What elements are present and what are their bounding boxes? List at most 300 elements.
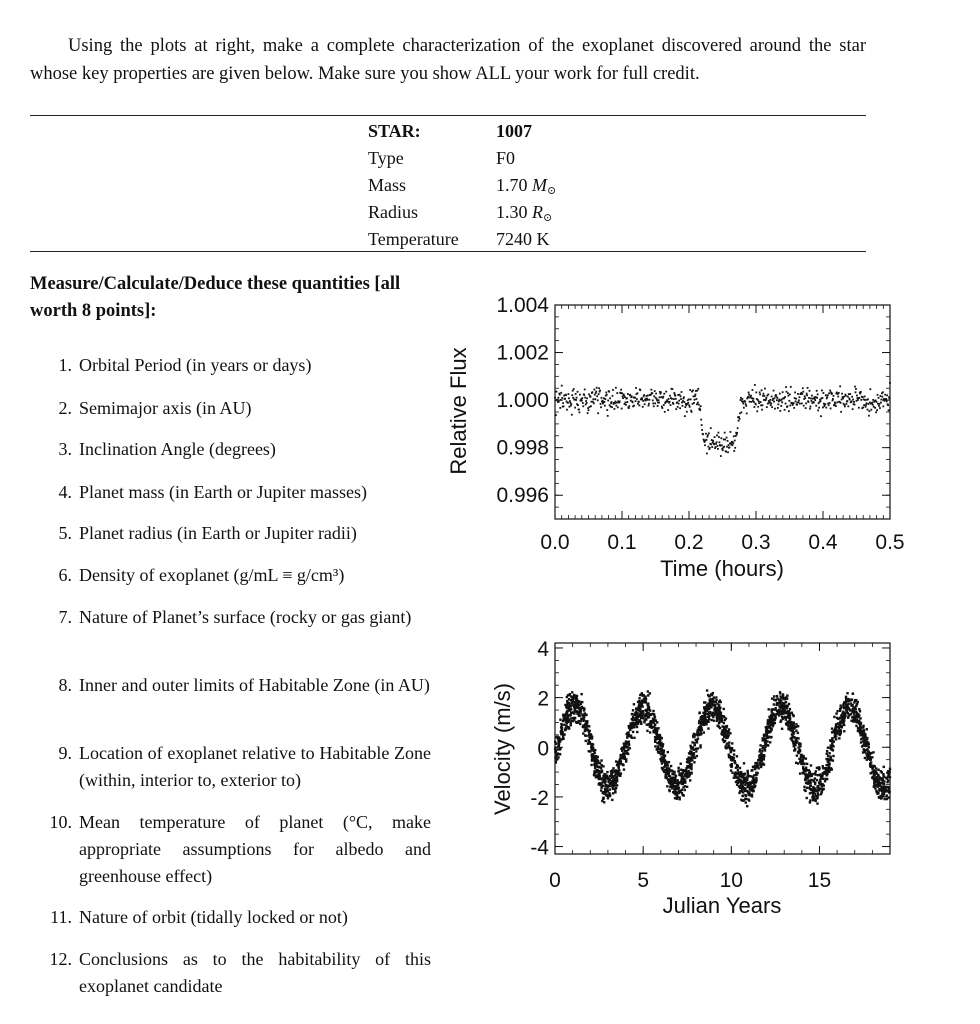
radial-velocity-point (877, 769, 879, 771)
radial-velocity-ticks (555, 643, 890, 854)
light-curve-point (716, 435, 718, 437)
light-curve-point (763, 393, 765, 395)
light-curve-point (854, 386, 856, 388)
radial-velocity-point (735, 773, 737, 775)
radial-velocity-point (639, 694, 641, 696)
light-curve-point (836, 392, 838, 394)
radial-velocity-point (840, 714, 842, 716)
star-type-label: Type (368, 148, 404, 168)
light-curve-point (787, 392, 789, 394)
light-curve-point (565, 394, 567, 396)
light-curve-point (862, 396, 864, 398)
light-curve-point (716, 441, 718, 443)
instructions-paragraph: Using the plots at right, make a complete characterization of the exoplanet discovered around the star whose key properties are given below. Make sure you show ALL your work for full credit. (30, 36, 866, 84)
radial-velocity-point (662, 754, 664, 756)
radial-velocity-point (791, 739, 793, 741)
radial-velocity-point (857, 701, 859, 703)
radial-velocity-point (795, 739, 797, 741)
radial-velocity-point (556, 736, 558, 738)
radial-velocity-point (725, 730, 727, 732)
light-curve-point (698, 404, 700, 406)
radial-velocity-point (765, 730, 767, 732)
light-curve-point (825, 407, 827, 409)
radial-velocity-point (611, 769, 613, 771)
radial-velocity-point (773, 695, 775, 697)
light-curve-point (718, 432, 720, 434)
light-curve-point (673, 392, 675, 394)
radial-velocity-point (704, 716, 706, 718)
light-curve-point (657, 405, 659, 407)
light-curve-point (574, 407, 576, 409)
light-curve-point (788, 410, 790, 412)
light-curve-point (626, 397, 628, 399)
radial-velocity-point (740, 799, 742, 801)
light-curve-point (669, 395, 671, 397)
radial-velocity-point (658, 751, 660, 753)
radial-velocity-point (672, 783, 674, 785)
light-curve-x-tick-label: 0.1 (607, 531, 637, 554)
light-curve-point (741, 411, 743, 413)
light-curve-point (575, 393, 577, 395)
light-curve-point (831, 392, 833, 394)
radial-velocity-point (575, 695, 577, 697)
light-curve-point (858, 397, 860, 399)
radial-velocity-point (582, 732, 584, 734)
radial-velocity-point (568, 718, 570, 720)
radial-velocity-points (554, 689, 891, 807)
radial-velocity-point (595, 755, 597, 757)
radial-velocity-point (671, 787, 673, 789)
radial-velocity-point (747, 772, 749, 774)
radial-velocity-point (731, 742, 733, 744)
radial-velocity-point (718, 725, 720, 727)
light-curve-point (709, 447, 711, 449)
radial-velocity-point (727, 746, 729, 748)
light-curve-plot (446, 294, 905, 581)
light-curve-point (736, 434, 738, 436)
light-curve-point (779, 393, 781, 395)
radial-velocity-point (724, 719, 726, 721)
light-curve-point (672, 388, 674, 390)
radial-velocity-point (746, 786, 748, 788)
question-text: Nature of Planet’s surface (rocky or gas giant) (79, 607, 412, 627)
light-curve-point (616, 392, 618, 394)
radial-velocity-point (831, 739, 833, 741)
radial-velocity-point (555, 752, 557, 754)
radial-velocity-point (638, 721, 640, 723)
radial-velocity-point (776, 695, 778, 697)
light-curve-point (754, 384, 756, 386)
radial-velocity-point (862, 725, 864, 727)
question-number: 6. (58, 565, 72, 585)
radial-velocity-point (598, 783, 600, 785)
radial-velocity-point (823, 784, 825, 786)
radial-velocity-point (566, 696, 568, 698)
radial-velocity-point (737, 769, 739, 771)
radial-velocity-point (695, 748, 697, 750)
radial-velocity-point (798, 758, 800, 760)
radial-velocity-point (636, 731, 638, 733)
radial-velocity-point (776, 702, 778, 704)
radial-velocity-point (875, 767, 877, 769)
radial-velocity-point (746, 805, 748, 807)
radial-velocity-point (748, 794, 750, 796)
radial-velocity-point (740, 790, 742, 792)
light-curve-point (808, 401, 810, 403)
light-curve-point (642, 406, 644, 408)
light-curve-point (808, 397, 810, 399)
light-curve-point (559, 394, 561, 396)
radial-velocity-point (673, 788, 675, 790)
light-curve-point (700, 419, 702, 421)
light-curve-point (733, 435, 735, 437)
light-curve-point (880, 399, 882, 401)
light-curve-point (639, 389, 641, 391)
light-curve-point (755, 403, 757, 405)
radial-velocity-point (723, 736, 725, 738)
radial-velocity-point (802, 766, 804, 768)
light-curve-point (814, 399, 816, 401)
radial-velocity-point (817, 794, 819, 796)
light-curve-point (634, 397, 636, 399)
radial-velocity-point (744, 797, 746, 799)
radial-velocity-point (886, 798, 888, 800)
light-curve-point (658, 399, 660, 401)
radial-velocity-point (761, 754, 763, 756)
light-curve-point (787, 405, 789, 407)
light-curve-point (670, 404, 672, 406)
light-curve-point (600, 403, 602, 405)
radial-velocity-point (809, 788, 811, 790)
radial-velocity-point (685, 767, 687, 769)
light-curve-point (592, 401, 594, 403)
question-text: Mean temperature of planet (°C, make appropriate assumptions for albedo and greenhouse effect) (79, 812, 431, 886)
radial-velocity-point (832, 745, 834, 747)
light-curve-point (715, 443, 717, 445)
light-curve-point (869, 388, 871, 390)
radial-velocity-point (716, 703, 718, 705)
radial-velocity-point (816, 797, 818, 799)
radial-velocity-point (773, 703, 775, 705)
light-curve-point (651, 392, 653, 394)
light-curve-point (599, 390, 601, 392)
radial-velocity-point (762, 739, 764, 741)
radial-velocity-point (674, 785, 676, 787)
radial-velocity-point (887, 779, 889, 781)
light-curve-point (796, 404, 798, 406)
light-curve-point (571, 394, 573, 396)
radial-velocity-point (840, 707, 842, 709)
radial-velocity-x-tick-label: 10 (719, 869, 743, 892)
light-curve-point (625, 404, 627, 406)
radial-velocity-point (845, 696, 847, 698)
light-curve-point (841, 393, 843, 395)
light-curve-point (855, 391, 857, 393)
light-curve-point (562, 402, 564, 404)
light-curve-point (652, 399, 654, 401)
radial-velocity-point (572, 711, 574, 713)
light-curve-point (807, 387, 809, 389)
light-curve-point (695, 398, 697, 400)
light-curve-point (835, 405, 837, 407)
radial-velocity-point (617, 765, 619, 767)
light-curve-point (665, 391, 667, 393)
radial-velocity-point (555, 761, 557, 763)
light-curve-point (584, 397, 586, 399)
radial-velocity-point (570, 722, 572, 724)
radial-velocity-point (784, 697, 786, 699)
radial-velocity-point (734, 762, 736, 764)
radial-velocity-point (774, 715, 776, 717)
radial-velocity-point (663, 769, 665, 771)
radial-velocity-point (844, 701, 846, 703)
light-curve-point (761, 409, 763, 411)
question-text: Semimajor axis (in AU) (79, 398, 252, 418)
light-curve-x-tick-labels (540, 531, 904, 554)
radial-velocity-point (721, 715, 723, 717)
radial-velocity-point (668, 790, 670, 792)
radial-velocity-point (797, 737, 799, 739)
radial-velocity-point (695, 750, 697, 752)
radial-velocity-point (702, 717, 704, 719)
light-curve-point (554, 397, 556, 399)
light-curve-point (637, 403, 639, 405)
light-curve-point (815, 405, 817, 407)
star-radius-label: Radius (368, 202, 419, 222)
light-curve-point (871, 402, 873, 404)
light-curve-point (859, 393, 861, 395)
radial-velocity-point (659, 734, 661, 736)
radial-velocity-point (852, 692, 854, 694)
radial-velocity-point (677, 767, 679, 769)
radial-velocity-point (683, 778, 685, 780)
light-curve-point (724, 432, 726, 434)
light-curve-point (590, 405, 592, 407)
radial-velocity-point (723, 722, 725, 724)
light-curve-point (642, 400, 644, 402)
radial-velocity-point (657, 727, 659, 729)
radial-velocity-point (715, 696, 717, 698)
light-curve-point (774, 408, 776, 410)
light-curve-point (785, 403, 787, 405)
radial-velocity-point (832, 749, 834, 751)
radial-velocity-point (565, 724, 567, 726)
radial-velocity-point (574, 710, 576, 712)
light-curve-point (556, 399, 558, 401)
light-curve-point (625, 402, 627, 404)
radial-velocity-point (656, 736, 658, 738)
radial-velocity-point (623, 768, 625, 770)
light-curve-point (661, 407, 663, 409)
radial-velocity-point (670, 765, 672, 767)
light-curve-point (605, 392, 607, 394)
radial-velocity-point (812, 787, 814, 789)
light-curve-point (743, 407, 745, 409)
radial-velocity-point (627, 753, 629, 755)
light-curve-point (601, 397, 603, 399)
light-curve-point (568, 393, 570, 395)
light-curve-point (598, 393, 600, 395)
radial-velocity-point (701, 715, 703, 717)
light-curve-point (792, 404, 794, 406)
radial-velocity-point (610, 783, 612, 785)
light-curve-point (704, 441, 706, 443)
radial-velocity-point (885, 789, 887, 791)
light-curve-point (828, 392, 830, 394)
light-curve-ticks (555, 305, 890, 519)
light-curve-x-tick-label: 0.0 (540, 531, 570, 554)
light-curve-point (606, 394, 608, 396)
light-curve-point (636, 398, 638, 400)
radial-velocity-point (853, 701, 855, 703)
light-curve-point (596, 395, 598, 397)
radial-velocity-point (798, 752, 800, 754)
light-curve-point (593, 402, 595, 404)
question-text: Planet radius (in Earth or Jupiter radii) (79, 523, 357, 543)
light-curve-point (884, 394, 886, 396)
light-curve-point (662, 396, 664, 398)
radial-velocity-point (607, 781, 609, 783)
radial-velocity-point (667, 751, 669, 753)
radial-velocity-point (590, 764, 592, 766)
light-curve-point (878, 405, 880, 407)
light-curve-point (779, 410, 781, 412)
question-number: 8. (58, 675, 72, 695)
light-curve-point (720, 455, 722, 457)
radial-velocity-point (675, 791, 677, 793)
radial-velocity-point (689, 764, 691, 766)
radial-velocity-point (686, 776, 688, 778)
light-curve-point (764, 388, 766, 390)
radial-velocity-point (659, 739, 661, 741)
light-curve-point (811, 395, 813, 397)
light-curve-point (760, 401, 762, 403)
light-curve-point (603, 401, 605, 403)
light-curve-point (836, 401, 838, 403)
radial-velocity-point (570, 712, 572, 714)
radial-velocity-point (631, 713, 633, 715)
light-curve-point (804, 395, 806, 397)
radial-velocity-point (645, 709, 647, 711)
light-curve-point (704, 444, 706, 446)
radial-velocity-point (886, 794, 888, 796)
radial-velocity-point (882, 795, 884, 797)
radial-velocity-point (747, 784, 749, 786)
light-curve-point (579, 411, 581, 413)
radial-velocity-point (735, 776, 737, 778)
radial-velocity-point (778, 709, 780, 711)
light-curve-point (830, 408, 832, 410)
light-curve-point (816, 397, 818, 399)
radial-velocity-point (567, 721, 569, 723)
light-curve-point (753, 401, 755, 403)
radial-velocity-point (793, 745, 795, 747)
radial-velocity-point (639, 710, 641, 712)
radial-velocity-point (780, 702, 782, 704)
radial-velocity-point (781, 707, 783, 709)
radial-velocity-point (880, 770, 882, 772)
light-curve-point (581, 400, 583, 402)
radial-velocity-point (812, 795, 814, 797)
radial-velocity-point (563, 724, 565, 726)
radial-velocity-point (870, 761, 872, 763)
radial-velocity-point (661, 756, 663, 758)
radial-velocity-point (634, 712, 636, 714)
light-curve-point (832, 398, 834, 400)
radial-velocity-point (684, 785, 686, 787)
light-curve-point (773, 390, 775, 392)
light-curve-point (753, 406, 755, 408)
radial-velocity-point (676, 798, 678, 800)
radial-velocity-point (789, 721, 791, 723)
radial-velocity-point (707, 702, 709, 704)
radial-velocity-point (703, 701, 705, 703)
light-curve-point (853, 401, 855, 403)
radial-velocity-point (602, 792, 604, 794)
radial-velocity-point (658, 742, 660, 744)
radial-velocity-point (641, 699, 643, 701)
light-curve-point (669, 401, 671, 403)
light-curve-point (806, 394, 808, 396)
light-curve-point (766, 406, 768, 408)
radial-velocity-point (702, 712, 704, 714)
question-number: 12. (49, 949, 72, 969)
light-curve-point (608, 391, 610, 393)
radial-velocity-point (566, 707, 568, 709)
radial-velocity-point (571, 720, 573, 722)
light-curve-point (864, 396, 866, 398)
radial-velocity-point (559, 753, 561, 755)
radial-velocity-point (618, 772, 620, 774)
radial-velocity-point (860, 738, 862, 740)
light-curve-point (641, 398, 643, 400)
radial-velocity-point (745, 781, 747, 783)
radial-velocity-point (684, 789, 686, 791)
radial-velocity-point (612, 787, 614, 789)
radial-velocity-y-tick-label: -4 (530, 836, 549, 860)
light-curve-point (854, 404, 856, 406)
radial-velocity-point (674, 793, 676, 795)
radial-velocity-point (568, 709, 570, 711)
light-curve-point (573, 388, 575, 390)
radial-velocity-point (883, 798, 885, 800)
radial-velocity-point (649, 722, 651, 724)
radial-velocity-point (879, 785, 881, 787)
light-curve-point (635, 387, 637, 389)
radial-velocity-point (751, 769, 753, 771)
radial-velocity-point (694, 744, 696, 746)
radial-velocity-point (778, 714, 780, 716)
radial-velocity-point (626, 732, 628, 734)
light-curve-point (606, 409, 608, 411)
radial-velocity-point (691, 755, 693, 757)
radial-velocity-point (771, 710, 773, 712)
light-curve-point (889, 382, 891, 384)
light-curve-point (870, 409, 872, 411)
light-curve-point (579, 394, 581, 396)
radial-velocity-point (728, 741, 730, 743)
radial-velocity-point (746, 775, 748, 777)
radial-velocity-point (798, 749, 800, 751)
radial-velocity-point (691, 746, 693, 748)
radial-velocity-point (569, 714, 571, 716)
star-mass-label: Mass (368, 175, 407, 195)
radial-velocity-point (875, 790, 877, 792)
radial-velocity-point (682, 794, 684, 796)
light-curve-point (729, 446, 731, 448)
radial-velocity-point (876, 785, 878, 787)
radial-velocity-point (835, 725, 837, 727)
